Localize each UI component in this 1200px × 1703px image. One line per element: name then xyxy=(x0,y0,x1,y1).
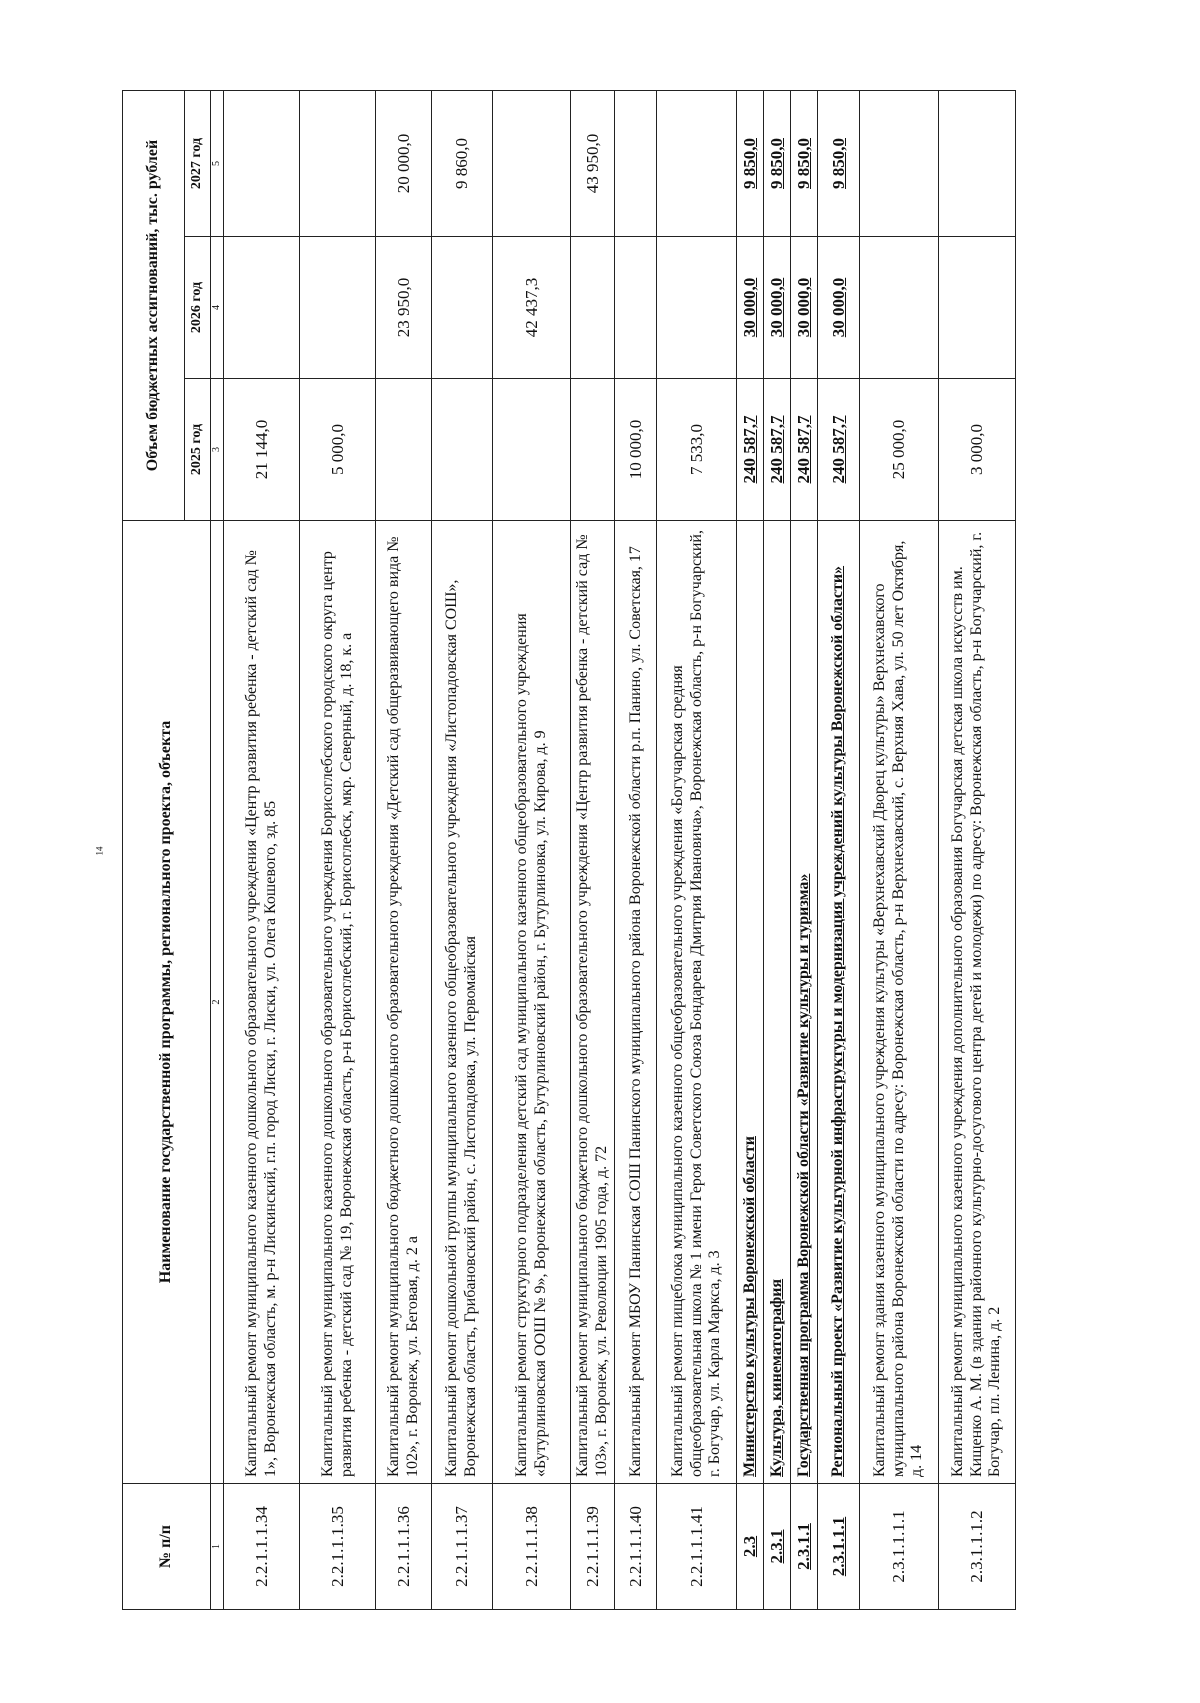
row-value-2025: 240 587,7 xyxy=(764,379,791,521)
row-value-2026: 23 950,0 xyxy=(376,237,432,379)
row-name: Капитальный ремонт пищеблока муниципального казенного общеобразовательного учреждения «Богучарская средняя общеобразовательная школа № 1 имени Героя Советского Союза Бондарева Дмитрия Ивановича», Воронежская область, р-н Богучарский, г. Богучар, ул. Карла Маркса, д. 3 xyxy=(657,521,737,1484)
row-value-2027 xyxy=(615,91,657,237)
row-value-2026 xyxy=(224,237,300,379)
row-value-2027 xyxy=(860,91,939,237)
row-value-2026 xyxy=(300,237,376,379)
row-number: 2.2.1.1.1.41 xyxy=(657,1484,737,1610)
row-value-2026 xyxy=(939,237,1016,379)
row-name: Капитальный ремонт муниципального казенного дошкольного образовательного учреждения «Центр развития ребенка - детский сад № 1», Воронежская область, м. р-н Лискинский, г.п. город Лиски, г. Лиски, ул. Олега Кошевого, зд. 85 xyxy=(224,521,300,1484)
header-2027: 2027 год xyxy=(185,91,211,237)
table-row xyxy=(764,91,791,1610)
table-row xyxy=(300,91,376,1610)
row-value-2025: 10 000,0 xyxy=(615,379,657,521)
row-value-2025: 240 587,7 xyxy=(737,379,764,521)
column-number-3: 3 xyxy=(211,379,224,521)
row-value-2025: 3 000,0 xyxy=(939,379,1016,521)
column-number-1: 1 xyxy=(211,1484,224,1610)
row-value-2026: 30 000,0 xyxy=(818,237,860,379)
row-number: 2.3.1.1.1.2 xyxy=(939,1484,1016,1610)
row-value-2025 xyxy=(571,379,615,521)
page-number: 14 xyxy=(94,846,105,856)
header-2025: 2025 год xyxy=(185,379,211,521)
table-row xyxy=(939,91,1016,1610)
row-name: Капитальный ремонт муниципального бюджетного дошкольного образовательного учреждения «Детский сад общеразвивающего вида № 102», г. Воронеж, ул. Беговая, д. 2 а xyxy=(376,521,432,1484)
row-value-2027 xyxy=(300,91,376,237)
row-name: Министерство культуры Воронежской области xyxy=(737,521,764,1484)
column-number-2: 2 xyxy=(211,521,224,1484)
table-row xyxy=(860,91,939,1610)
row-number: 2.3.1.1.1.1 xyxy=(860,1484,939,1610)
row-value-2025: 25 000,0 xyxy=(860,379,939,521)
row-value-2026 xyxy=(571,237,615,379)
table-row xyxy=(737,91,764,1610)
row-value-2027: 9 850,0 xyxy=(818,91,860,237)
row-value-2025 xyxy=(376,379,432,521)
header-budget: Объем бюджетных ассигнований, тыс. рублей xyxy=(123,91,185,521)
table-row xyxy=(615,91,657,1610)
table-row xyxy=(376,91,432,1610)
header-number: № п/п xyxy=(123,1484,211,1610)
row-value-2025: 21 144,0 xyxy=(224,379,300,521)
row-value-2026 xyxy=(615,237,657,379)
row-number: 2.2.1.1.1.35 xyxy=(300,1484,376,1610)
column-number-5: 5 xyxy=(211,91,224,237)
table-row xyxy=(224,91,300,1610)
row-value-2026 xyxy=(860,237,939,379)
row-value-2027: 43 950,0 xyxy=(571,91,615,237)
row-value-2027 xyxy=(939,91,1016,237)
row-number: 2.3.1.1 xyxy=(791,1484,818,1610)
row-value-2026: 30 000,0 xyxy=(791,237,818,379)
row-value-2027: 9 850,0 xyxy=(737,91,764,237)
row-value-2027: 20 000,0 xyxy=(376,91,432,237)
header-name: Наименование государственной программы, регионального проекта, объекта xyxy=(123,521,211,1484)
document-page xyxy=(122,91,1052,1610)
row-number: 2.2.1.1.1.36 xyxy=(376,1484,432,1610)
row-name: Капитальный ремонт дошкольной группы муниципального казенного общеобразовательного учреждения «Листопадовская СОШ», Воронежская область, Грибановский район, с. Листопадовка, ул. Первомайская xyxy=(432,521,493,1484)
row-number: 2.3.1 xyxy=(764,1484,791,1610)
row-number: 2.3.1.1.1 xyxy=(818,1484,860,1610)
row-name: Капитальный ремонт муниципального казенного учреждения дополнительного образования Богучарская детская школа искусств им. Кищенко А. М. (в здании районного культурно-досугового центра детей и молодежи) по адресу: Воронежская область, р-н Богучарский, г. Богучар, пл. Ленина, д. 2 xyxy=(939,521,1016,1484)
table-body xyxy=(224,91,1016,1610)
row-value-2025 xyxy=(493,379,571,521)
row-value-2027: 9 860,0 xyxy=(432,91,493,237)
row-name: Капитальный ремонт муниципального казенного дошкольного образовательного учреждения Борисоглебского городского округа центр развития ребенка - детский сад № 19, Воронежская область, р-н Борисоглебский, г. Борисоглебск, мкр. Северный, д. 18, к. а xyxy=(300,521,376,1484)
table-row xyxy=(432,91,493,1610)
row-name: Государственная программа Воронежской области «Развитие культуры и туризма» xyxy=(791,521,818,1484)
row-value-2026 xyxy=(657,237,737,379)
row-number: 2.2.1.1.1.34 xyxy=(224,1484,300,1610)
table-row xyxy=(818,91,860,1610)
row-name: Капитальный ремонт структурного подразделения детский сад муниципального казенного общеобразовательного учреждения «Бутурлиновская ООШ № 9», Воронежская область, Бутурлиновский район, г. Бутурлиновка, ул. Кирова, д. 9 xyxy=(493,521,571,1484)
row-value-2027: 9 850,0 xyxy=(791,91,818,237)
row-value-2025: 7 533,0 xyxy=(657,379,737,521)
table-row xyxy=(657,91,737,1610)
row-name: Региональный проект «Развитие культурной инфраструктуры и модернизация учреждений культуры Воронежской области» xyxy=(818,521,860,1484)
row-value-2027 xyxy=(493,91,571,237)
row-number: 2.2.1.1.1.39 xyxy=(571,1484,615,1610)
table-row xyxy=(791,91,818,1610)
column-number-4: 4 xyxy=(211,237,224,379)
table-row xyxy=(571,91,615,1610)
row-number: 2.3 xyxy=(737,1484,764,1610)
row-value-2026: 42 437,3 xyxy=(493,237,571,379)
row-name: Капитальный ремонт муниципального бюджетного дошкольного образовательного учреждения «Центр развития ребенка - детский сад № 103», г. Воронеж, ул. Революции 1905 года, д. 72 xyxy=(571,521,615,1484)
table-row xyxy=(493,91,571,1610)
row-value-2025 xyxy=(432,379,493,521)
row-number: 2.2.1.1.1.38 xyxy=(493,1484,571,1610)
row-name: Культура, кинематография xyxy=(764,521,791,1484)
row-value-2025: 240 587,7 xyxy=(791,379,818,521)
row-value-2027: 9 850,0 xyxy=(764,91,791,237)
row-name: Капитальный ремонт здания казенного муниципального учреждения культуры «Верхнехавский Дворец культуры» Верхнехавского муниципального района Воронежской области по адресу: Воронежская область, р-н Верхнехавский, с. Верхняя Хава, ул. 50 лет Октября, д. 14 xyxy=(860,521,939,1484)
row-number: 2.2.1.1.1.37 xyxy=(432,1484,493,1610)
row-value-2027 xyxy=(657,91,737,237)
budget-table xyxy=(122,90,1016,1610)
row-number: 2.2.1.1.1.40 xyxy=(615,1484,657,1610)
row-name: Капитальный ремонт МБОУ Панинская СОШ Панинского муниципального района Воронежской области р.п. Панино, ул. Советская, 17 xyxy=(615,521,657,1484)
row-value-2026: 30 000,0 xyxy=(737,237,764,379)
header-2026: 2026 год xyxy=(185,237,211,379)
row-value-2025: 5 000,0 xyxy=(300,379,376,521)
row-value-2025: 240 587,7 xyxy=(818,379,860,521)
row-value-2026: 30 000,0 xyxy=(764,237,791,379)
row-value-2027 xyxy=(224,91,300,237)
row-value-2026 xyxy=(432,237,493,379)
